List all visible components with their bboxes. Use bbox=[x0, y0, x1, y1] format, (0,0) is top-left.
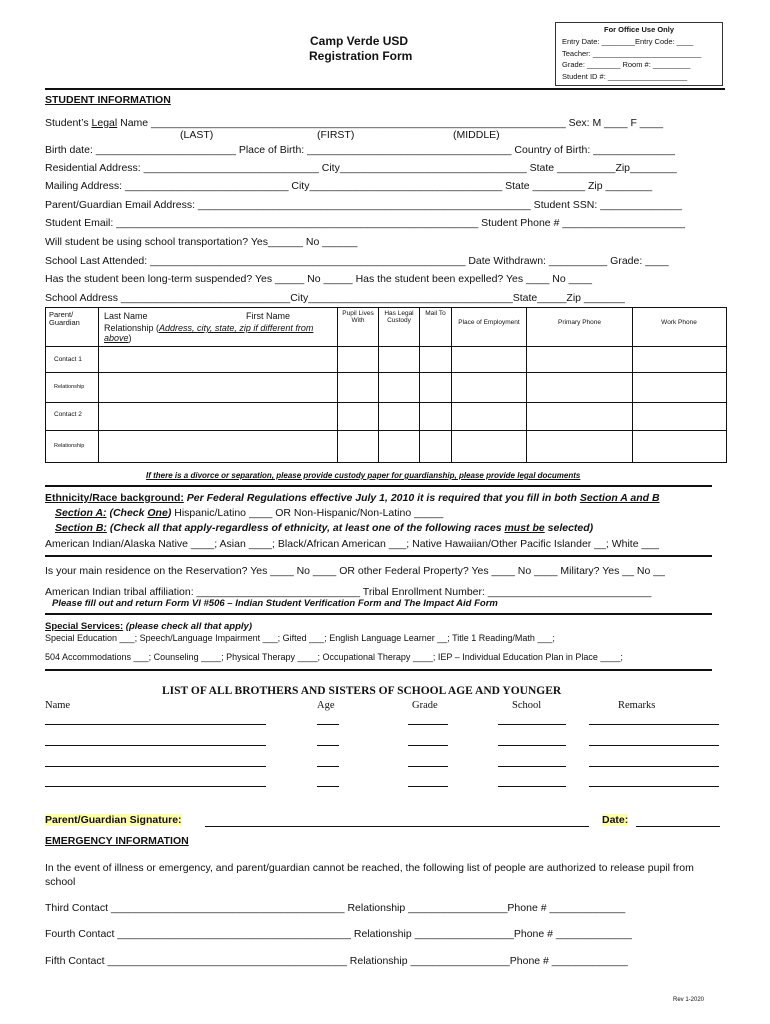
contact-table bbox=[45, 307, 727, 463]
row-contact-2: Contact 2 bbox=[54, 411, 82, 418]
transportation-line[interactable]: Will student be using school transportation? Yes______ No ______ bbox=[45, 236, 358, 248]
header-parent-guardian: Parent/ Guardian bbox=[49, 310, 80, 328]
header-work-phone: Work Phone bbox=[661, 319, 697, 326]
special-services-line-1[interactable]: Special Education ___; Speech/Language Impairment ___; Gifted ___; English Language Learner __; Title 1 Reading/Math ___; bbox=[45, 633, 555, 643]
office-use-box bbox=[555, 22, 723, 86]
signature-date-label: Date: bbox=[602, 814, 629, 826]
siblings-col-age: Age bbox=[317, 700, 335, 711]
revision-label: Rev 1-2020 bbox=[673, 997, 705, 1003]
name-suffix: Name _______________________________________________________________________ Sex: M ____ F ____ bbox=[117, 117, 664, 129]
header-mail-to: Mail To bbox=[425, 310, 446, 317]
fifth-contact-line[interactable]: Fifth Contact _________________________________________ Relationship _________________Phone # _____________ bbox=[45, 955, 628, 967]
district-name: Camp Verde USD bbox=[310, 34, 409, 48]
third-contact-line[interactable]: Third Contact ________________________________________ Relationship _________________Phone # _____________ bbox=[45, 902, 626, 914]
reservation-line[interactable]: Is your main residence on the Reservation? Yes ____ No ____ OR other Federal Property? Yes ____ No ____ Military? Yes __ No __ bbox=[45, 565, 665, 577]
ethnicity-intro: Ethnicity/Race background: Per Federal Regulations effective July 1, 2010 it is required that you fill in both Section A and B bbox=[45, 492, 660, 504]
student-email-line[interactable]: Student Email: ______________________________________________________________ Student Phone # _____________________ bbox=[45, 217, 685, 229]
header-divider bbox=[45, 88, 725, 90]
form-title: Registration Form bbox=[309, 49, 413, 63]
siblings-col-grade: Grade bbox=[412, 700, 438, 711]
student-info-heading: STUDENT INFORMATION bbox=[45, 94, 171, 106]
birth-line[interactable]: Birth date: ________________________ Place of Birth: ___________________________________ Country of Birth: ______________ bbox=[45, 144, 675, 156]
divorce-note: If there is a divorce or separation, please provide custody paper for guardianship, please provide legal documents bbox=[146, 471, 581, 480]
office-grade-line[interactable]: Grade: ________ Room #: _________ bbox=[562, 60, 691, 69]
school-last-attended-line[interactable]: School Last Attended: ______________________________________________________ Date Withdrawn: __________ Grade: ____ bbox=[45, 255, 669, 267]
emergency-intro: In the event of illness or emergency, and parent/guardian cannot be reached, the following list of people are authorized to release pupil from school bbox=[45, 862, 694, 889]
row-relationship-2: Relationship bbox=[54, 443, 85, 449]
student-name-line[interactable] bbox=[45, 117, 663, 129]
mailing-address-line[interactable]: Mailing Address: ____________________________ City_________________________________ State _________ Zip ________ bbox=[45, 180, 653, 192]
services-divider bbox=[45, 669, 712, 671]
office-entry-line[interactable]: Entry Date: ________Entry Code: ____ bbox=[562, 37, 694, 46]
siblings-col-school: School bbox=[512, 700, 542, 711]
siblings-title: LIST OF ALL BROTHERS AND SISTERS OF SCHOOL AGE AND YOUNGER bbox=[162, 685, 562, 697]
special-services-heading: Special Services: (please check all that apply) bbox=[45, 621, 252, 632]
residential-address-line[interactable]: Residential Address: ______________________________ City________________________________ State __________Zip________ bbox=[45, 162, 677, 174]
ethnicity-divider bbox=[45, 555, 712, 557]
header-last-name: Last Name bbox=[104, 311, 148, 321]
name-part-first: (FIRST) bbox=[317, 129, 355, 141]
siblings-col-name: Name bbox=[45, 700, 71, 711]
header-has-legal-custody: Has Legal Custody bbox=[384, 310, 414, 325]
suspension-line[interactable]: Has the student been long-term suspended? Yes _____ No _____ Has the student been expelled? Yes ____ No ____ bbox=[45, 273, 593, 285]
siblings-col-remarks: Remarks bbox=[618, 700, 656, 711]
header-first-name: First Name bbox=[246, 311, 291, 321]
parent-signature-field[interactable] bbox=[205, 826, 589, 827]
signature-date-field[interactable] bbox=[636, 826, 720, 827]
race-options-line[interactable]: American Indian/Alaska Native ____; Asian ____; Black/African American ___; Native Hawaiian/Other Pacific Islander __; White ___ bbox=[45, 538, 659, 550]
parent-signature-label: Parent/Guardian Signature: bbox=[45, 814, 182, 826]
header-pupil-lives-with: Pupil Lives With bbox=[342, 310, 374, 325]
name-part-middle: (MIDDLE) bbox=[453, 129, 500, 141]
header-place-of-employment: Place of Employment bbox=[458, 319, 520, 326]
emergency-heading: EMERGENCY INFORMATION bbox=[45, 835, 189, 847]
name-prefix: Student’s bbox=[45, 117, 92, 129]
tribal-affiliation-line[interactable]: American Indian tribal affiliation: ____________________________ Tribal Enrollment Number: ____________________________ bbox=[45, 586, 652, 598]
form-vi-note: Please fill out and return Form VI #506 – Indian Student Verification Form and The Impact Aid Form bbox=[52, 598, 498, 609]
section-a-line[interactable]: Section A: (Check One) Hispanic/Latino ____ OR Non-Hispanic/Non-Latino _____ bbox=[55, 507, 444, 519]
parent-email-line[interactable]: Parent/Guardian Email Address: _________________________________________________________ Student SSN: ______________ bbox=[45, 199, 682, 211]
fourth-contact-line[interactable]: Fourth Contact ________________________________________ Relationship _________________Phone # _____________ bbox=[45, 928, 632, 940]
office-teacher-line[interactable]: Teacher: __________________________ bbox=[562, 49, 702, 58]
special-services-line-2[interactable]: 504 Accommodations ___; Counseling ____; Physical Therapy ____; Occupational Therapy ____; IEP – Individual Education Plan in Place ____; bbox=[45, 652, 623, 662]
divorce-divider bbox=[45, 485, 712, 487]
header-primary-phone: Primary Phone bbox=[558, 319, 601, 326]
residence-divider bbox=[45, 613, 712, 615]
name-part-last: (LAST) bbox=[180, 129, 214, 141]
row-contact-1: Contact 1 bbox=[54, 356, 82, 363]
row-relationship-1: Relationship bbox=[54, 384, 85, 390]
office-use-title: For Office Use Only bbox=[603, 25, 675, 34]
legal-word: Legal bbox=[91, 117, 118, 129]
office-student-id-line[interactable]: Student ID #: ___________________ bbox=[562, 72, 688, 81]
section-b-line: Section B: (Check all that apply-regardless of ethnicity, at least one of the following races must be selected) bbox=[55, 522, 594, 534]
header-relationship: Relationship (Address, city, state, zip if different from above) bbox=[104, 323, 314, 344]
school-address-line[interactable]: School Address _____________________________City___________________________________State_____Zip _______ bbox=[45, 292, 625, 304]
